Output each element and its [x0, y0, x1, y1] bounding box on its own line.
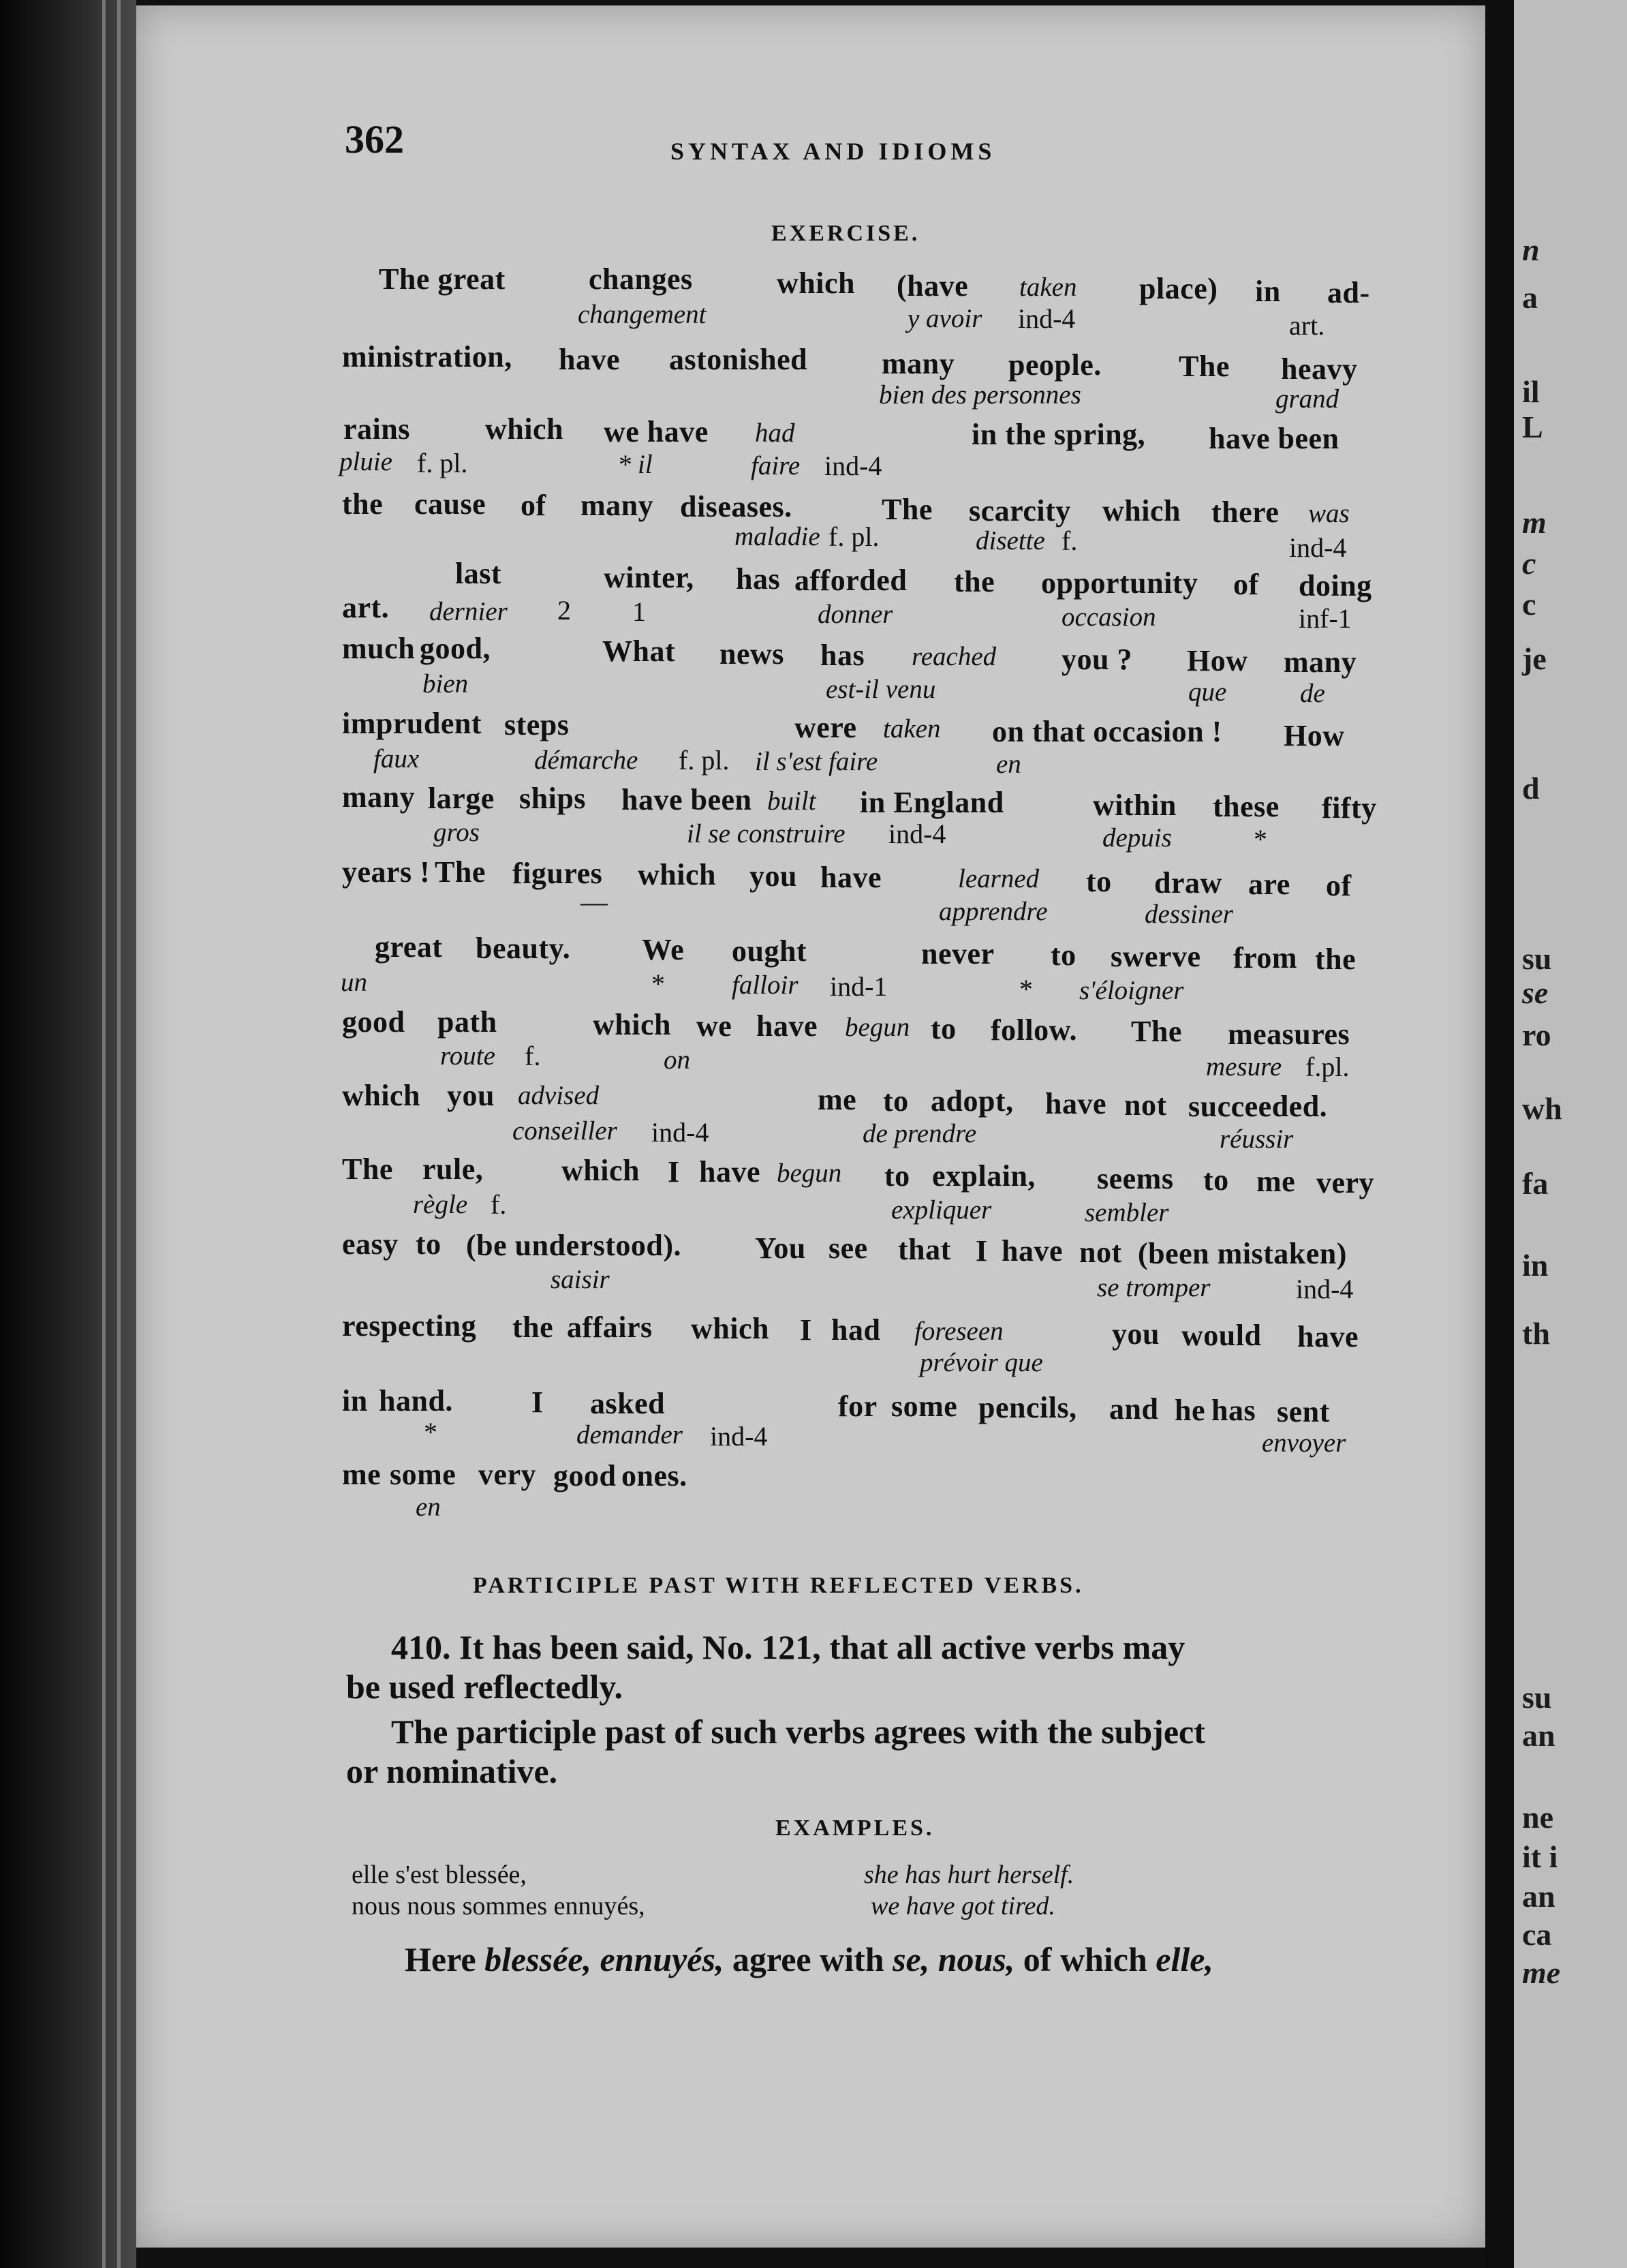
en-word: the [954, 565, 995, 598]
fr-hint: faire [751, 451, 801, 480]
en-word: explain, [932, 1159, 1036, 1193]
adjacent-page-fragment: il [1522, 374, 1540, 409]
fr-hint: de prendre [863, 1119, 977, 1148]
en-word: swerve [1111, 940, 1201, 973]
en-word: cause [414, 487, 486, 521]
en-word: in England [860, 786, 1004, 819]
en-word: to [1203, 1163, 1229, 1197]
example-french: elle s'est blessée, [352, 1860, 527, 1889]
en-word: You [755, 1231, 806, 1265]
paragraph-410-line: be used reflectedly. [346, 1668, 623, 1706]
grammar-mark: ind-4 [1018, 303, 1076, 334]
fr-hint: demander [576, 1420, 683, 1450]
en-word: have [1045, 1087, 1106, 1120]
book-page [136, 5, 1485, 2248]
adjacent-page-fragment: su [1522, 1680, 1552, 1715]
en-word: asked [590, 1387, 666, 1420]
last-line [405, 1942, 1213, 1976]
adjacent-page-fragment: me [1522, 1955, 1561, 1990]
en-word: great [375, 930, 443, 964]
grammar-mark: f. [491, 1189, 507, 1220]
en-word: there [1211, 495, 1280, 529]
en-word: for [838, 1390, 878, 1423]
grammar-mark: * [424, 1417, 437, 1447]
en-word: from [1233, 941, 1298, 975]
en-word: much [342, 632, 416, 665]
en-word: opportunity [1041, 566, 1198, 600]
fr-hint: had [755, 418, 795, 448]
en-word: which [638, 858, 716, 891]
binding-rule [102, 0, 106, 2268]
en-word: to [883, 1084, 909, 1118]
exercise-heading: EXERCISE. [771, 221, 920, 246]
en-word: seems [1097, 1162, 1174, 1195]
fr-hint: apprendre [939, 897, 1048, 926]
en-word: fifty [1322, 791, 1377, 825]
en-word: which [777, 266, 855, 300]
en-word: scarcity [969, 494, 1071, 527]
adjacent-page-fragment: ne [1522, 1800, 1553, 1835]
adjacent-page-fragment: c [1522, 587, 1536, 622]
en-word: to [884, 1159, 910, 1193]
en-word: years ! [342, 855, 431, 889]
adjacent-page-fragment: a [1522, 280, 1538, 315]
fr-hint: mesure [1206, 1052, 1282, 1082]
en-word: were [794, 711, 857, 744]
en-word: to [416, 1227, 441, 1261]
fr-hint: changement [578, 300, 707, 329]
grammar-mark: — [580, 887, 608, 917]
en-word: (been mistaken) [1138, 1237, 1347, 1270]
en-word: beauty. [476, 932, 571, 965]
en-word: have [820, 861, 882, 894]
en-word: the [342, 487, 384, 521]
en-word: to [1086, 865, 1112, 898]
en-word: news [719, 637, 784, 671]
adjacent-page-fragment: c [1522, 546, 1536, 581]
en-word: afforded [794, 564, 908, 597]
en-word: we [696, 1009, 732, 1043]
fr-hint: foreseen [914, 1317, 1004, 1346]
fr-hint: begun [845, 1013, 910, 1042]
fr-hint: taken [1019, 273, 1077, 302]
grammar-mark: f. pl. [828, 521, 880, 552]
en-word: I [531, 1385, 544, 1419]
en-word: ones. [621, 1459, 687, 1492]
fr-hint: falloir [732, 970, 799, 1000]
grammar-mark: inf-1 [1299, 603, 1352, 634]
grammar-mark: ind-4 [651, 1117, 709, 1148]
en-word: ships [519, 782, 586, 815]
en-word: the [1315, 943, 1357, 976]
en-word: of [1233, 568, 1259, 601]
en-word: never [921, 937, 995, 970]
en-word: The [1131, 1015, 1182, 1048]
fr-hint: bien [422, 669, 469, 699]
adjacent-page [1514, 0, 1627, 2268]
en-word: me [818, 1083, 857, 1116]
fr-hint: advised [518, 1081, 600, 1110]
examples-heading: EXAMPLES. [775, 1815, 935, 1841]
last-line-italic: elle, [1156, 1940, 1213, 1978]
fr-hint: reached [912, 642, 997, 671]
fr-hint: depuis [1102, 823, 1172, 853]
en-word: hand. [379, 1384, 453, 1418]
fr-hint: réussir [1220, 1124, 1294, 1154]
paragraph-line: The participle past of such verbs agrees with the subject [391, 1713, 1205, 1751]
adjacent-page-fragment: je [1522, 641, 1547, 676]
en-word: adopt, [931, 1084, 1014, 1118]
en-word: ought [732, 934, 807, 968]
en-word: you [749, 859, 797, 893]
fr-hint: il s'est faire [755, 747, 878, 776]
en-word: me [1256, 1165, 1296, 1198]
en-word: affairs [567, 1311, 653, 1344]
adjacent-page-fragment: it i [1522, 1839, 1558, 1874]
en-word: many [882, 347, 955, 380]
en-word: I [976, 1234, 988, 1268]
en-word: astonished [669, 343, 808, 376]
en-word: succeeded. [1188, 1090, 1328, 1123]
en-word: are [1248, 868, 1290, 901]
en-word: which [561, 1154, 640, 1187]
adjacent-page-fragment: su [1522, 941, 1552, 976]
fr-hint: en [996, 750, 1021, 779]
adjacent-page-fragment: fa [1522, 1166, 1549, 1201]
grammar-mark: * [651, 968, 665, 999]
fr-hint: saisir [551, 1265, 610, 1294]
fr-hint: prévoir que [920, 1348, 1043, 1377]
page-number: 362 [345, 117, 404, 162]
book-binding [0, 0, 136, 2268]
example-english: she has hurt herself. [864, 1860, 1074, 1889]
last-line-italic: blessée, ennuyés, [484, 1940, 724, 1978]
example-english: we have got tired. [871, 1892, 1055, 1920]
en-word: not [1079, 1236, 1122, 1269]
adjacent-page-fragment: se [1522, 975, 1549, 1010]
section-heading: PARTICIPLE PAST WITH REFLECTED VERBS. [473, 1573, 1084, 1598]
en-word: I [800, 1313, 812, 1347]
last-line-italic: se, nous, [893, 1940, 1015, 1978]
fr-hint: dernier [429, 597, 508, 626]
en-word: would [1181, 1319, 1262, 1352]
grammar-mark: f. [525, 1041, 541, 1071]
fr-hint: en [416, 1492, 441, 1522]
en-word: we have [604, 415, 709, 448]
fr-hint: bien des personnes [879, 380, 1081, 410]
en-word: imprudent [342, 707, 482, 740]
fr-hint: taken [883, 714, 941, 744]
en-word: these [1213, 790, 1280, 823]
fr-hint: faux [373, 744, 420, 773]
en-word: you [447, 1079, 495, 1112]
en-word: ministration, [342, 340, 512, 373]
fr-hint: il [638, 450, 653, 479]
paragraph-410-line: 410. It has been said, No. 121, that all active verbs may [391, 1628, 1186, 1666]
last-line-text: Here [405, 1940, 476, 1978]
adjacent-page-fragment: th [1522, 1316, 1550, 1351]
fr-hint: sembler [1085, 1198, 1169, 1227]
adjacent-page-fragment: L [1522, 410, 1543, 444]
fr-hint: que [1188, 677, 1227, 707]
en-word: has [1211, 1394, 1256, 1427]
en-word: he [1175, 1394, 1205, 1427]
en-word: which [485, 412, 563, 446]
en-word: The [435, 855, 486, 889]
adjacent-page-fragment: n [1522, 232, 1540, 267]
grammar-mark: * [619, 449, 632, 480]
en-word: draw [1154, 866, 1222, 900]
fr-hint: conseiller [512, 1116, 617, 1146]
fr-hint: y avoir [908, 304, 982, 333]
en-word: The [882, 493, 933, 526]
fr-hint: de [1300, 679, 1325, 708]
grammar-mark: ind-4 [1296, 1274, 1354, 1304]
en-word: some [390, 1458, 456, 1491]
adjacent-page-fragment: ca [1522, 1917, 1552, 1952]
grammar-mark: art. [1289, 310, 1325, 341]
fr-hint: route [440, 1041, 495, 1071]
en-word: me [342, 1458, 382, 1491]
last-line-text: of which [1023, 1940, 1147, 1978]
fr-hint: règle [413, 1190, 468, 1219]
en-word: see [828, 1231, 868, 1265]
fr-hint: was [1308, 499, 1350, 528]
en-word: on that occasion ! [992, 715, 1222, 748]
grammar-mark: f. [1062, 525, 1078, 556]
en-word: which [593, 1008, 671, 1041]
en-word: respecting [342, 1309, 477, 1343]
en-word: of [521, 489, 546, 522]
en-word: have been [621, 783, 752, 816]
adjacent-page-fragment: in [1522, 1248, 1549, 1283]
en-word: has [820, 639, 865, 672]
en-word: to [931, 1012, 957, 1045]
fr-hint: grand [1275, 384, 1339, 414]
en-word: that [898, 1233, 951, 1266]
binding-rule [117, 0, 121, 2268]
en-word: How [1187, 644, 1248, 677]
fr-hint: begun [777, 1159, 842, 1188]
en-word: have [756, 1009, 818, 1043]
fr-hint: expliquer [891, 1195, 992, 1225]
fr-hint: gros [433, 818, 480, 847]
en-word: have [699, 1155, 760, 1189]
grammar-mark: * [1019, 974, 1033, 1005]
fr-hint: démarche [534, 746, 638, 775]
en-word: art. [342, 591, 390, 624]
adjacent-page-fragment: m [1522, 505, 1547, 540]
en-word: rains [343, 412, 410, 446]
en-word: which [342, 1079, 420, 1112]
en-word: good [342, 1005, 405, 1039]
en-word: steps [504, 708, 570, 741]
en-word: many [580, 489, 654, 522]
fr-hint: un [341, 968, 367, 997]
fr-hint: on [664, 1045, 690, 1075]
en-word: in the spring, [972, 418, 1146, 451]
fr-hint: s'éloigner [1079, 976, 1184, 1005]
fr-hint: il se construire [687, 819, 846, 848]
en-word: pencils, [978, 1391, 1077, 1424]
fr-hint: pluie [339, 447, 392, 476]
en-word: and [1109, 1392, 1159, 1426]
fr-hint: envoyer [1262, 1428, 1346, 1458]
en-word: to [1051, 938, 1076, 972]
en-word: What [602, 634, 676, 668]
adjacent-page-fragment: ro [1522, 1017, 1551, 1052]
grammar-mark: f.pl. [1305, 1052, 1350, 1082]
en-word: have [559, 343, 620, 376]
grammar-mark: ind-4 [1289, 532, 1347, 563]
page-gutter [1485, 0, 1514, 2268]
fr-hint: maladie [734, 522, 820, 551]
grammar-mark: * [1254, 824, 1267, 855]
en-word: very [478, 1458, 537, 1491]
en-word: very [1316, 1166, 1375, 1199]
en-word: have been [1209, 422, 1339, 455]
example-french: nous nous sommes ennuyés, [352, 1892, 645, 1920]
en-word: doing [1299, 569, 1372, 602]
adjacent-page-fragment: d [1522, 771, 1540, 806]
en-word: The great [379, 262, 506, 296]
en-word: which [1102, 494, 1181, 527]
en-word: changes [589, 262, 693, 296]
fr-hint: se tromper [1097, 1273, 1211, 1302]
grammar-mark: ind-4 [888, 818, 946, 849]
grammar-mark: 2 [557, 595, 571, 626]
en-word: figures [512, 857, 603, 890]
en-word: follow. [991, 1013, 1077, 1047]
en-word: ad- [1327, 276, 1370, 309]
en-word: easy [342, 1227, 399, 1261]
en-word: has [736, 562, 781, 596]
adjacent-page-fragment: an [1522, 1718, 1555, 1753]
fr-hint: occasion [1062, 602, 1156, 632]
en-word: We [642, 933, 685, 966]
en-word: you [1112, 1317, 1160, 1351]
fr-hint: disette [976, 526, 1045, 555]
en-word: sent [1277, 1395, 1330, 1428]
en-word: The [342, 1152, 393, 1186]
fr-hint: learned [958, 864, 1040, 893]
en-word: people. [1008, 348, 1102, 382]
en-word: the [512, 1311, 554, 1344]
last-line-text: agree with [732, 1940, 884, 1978]
grammar-mark: ind-4 [710, 1421, 768, 1452]
en-word: path [437, 1005, 497, 1039]
fr-hint: donner [818, 600, 893, 629]
fr-hint: est-il venu [826, 675, 936, 704]
en-word: place) [1139, 272, 1218, 305]
en-word: (be understood). [466, 1229, 682, 1262]
grammar-mark: ind-1 [830, 971, 888, 1002]
en-word: measures [1228, 1017, 1350, 1051]
en-word: many [1284, 645, 1357, 679]
en-word: not [1124, 1088, 1167, 1122]
en-word: (have [897, 269, 969, 303]
en-word: The [1179, 350, 1230, 383]
grammar-mark: 1 [632, 596, 646, 627]
en-word: had [831, 1313, 881, 1347]
grammar-mark: f. pl. [679, 745, 730, 776]
grammar-mark: f. pl. [417, 448, 468, 478]
en-word: last [455, 557, 501, 590]
running-head: SYNTAX AND IDIOMS [670, 138, 996, 165]
en-word: which [691, 1312, 769, 1345]
en-word: I [668, 1155, 680, 1189]
en-word: many [342, 780, 416, 814]
en-word: rule, [422, 1152, 484, 1186]
adjacent-page-fragment: wh [1522, 1091, 1562, 1126]
en-word: have [1002, 1234, 1063, 1268]
en-word: good [553, 1459, 617, 1492]
en-word: some [891, 1390, 958, 1423]
en-word: within [1093, 788, 1177, 822]
en-word: diseases. [680, 490, 792, 523]
en-word: heavy [1281, 352, 1358, 386]
grammar-mark: ind-4 [824, 450, 882, 481]
fr-hint: dessiner [1145, 900, 1233, 929]
adjacent-page-fragment: an [1522, 1879, 1555, 1914]
en-word: winter, [604, 561, 694, 594]
fr-hint: built [767, 786, 816, 816]
en-word: good, [420, 632, 491, 665]
en-word: you ? [1062, 643, 1132, 676]
paragraph-line: or nominative. [346, 1752, 558, 1790]
en-word: in [342, 1384, 368, 1418]
en-word: large [428, 782, 495, 815]
en-word: have [1297, 1320, 1359, 1353]
en-word: in [1255, 275, 1281, 308]
en-word: of [1326, 869, 1352, 902]
en-word: How [1284, 719, 1345, 752]
